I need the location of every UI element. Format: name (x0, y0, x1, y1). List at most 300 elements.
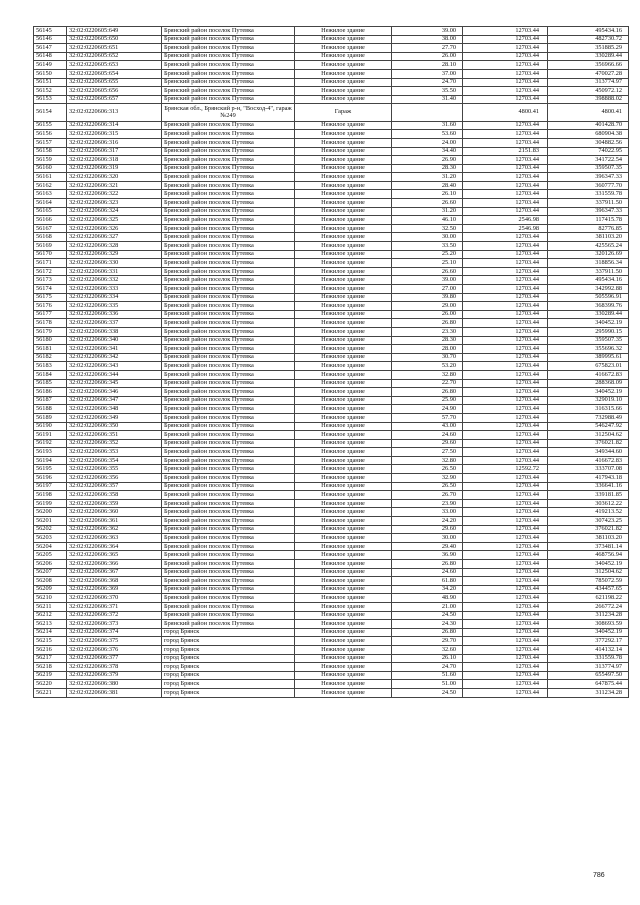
object-type-cell: Нежилое здание (295, 259, 392, 268)
row-number-cell: 56210 (34, 594, 67, 603)
row-number-cell: 56168 (34, 233, 67, 242)
object-type-cell: Нежилое здание (295, 267, 392, 276)
area-cell: 35.50 (392, 87, 463, 96)
table-row (34, 156, 629, 165)
cadastral-number-cell: 32:02:0220606:338 (67, 327, 162, 336)
area-cell: 24.60 (392, 431, 463, 440)
object-type-cell: Нежилое здание (295, 121, 392, 130)
unit-value-cell: 12703.44 (463, 61, 548, 70)
object-type-cell: Нежилое здание (295, 69, 392, 78)
row-number-cell: 56194 (34, 456, 67, 465)
address-cell: Брянский район поселок Путевка (162, 396, 295, 405)
area-cell: 31.40 (392, 95, 463, 104)
row-number-cell: 56195 (34, 465, 67, 474)
cadastral-number-cell: 32:02:0220606:348 (67, 405, 162, 414)
area-cell: 51.00 (392, 680, 463, 689)
area-cell: 26.50 (392, 465, 463, 474)
area-cell: 26.50 (392, 482, 463, 491)
row-number-cell: 56220 (34, 680, 67, 689)
area-cell: 26.90 (392, 156, 463, 165)
address-cell: город Брянск (162, 637, 295, 646)
unit-value-cell: 12703.44 (463, 199, 548, 208)
table-row (34, 242, 629, 251)
address-cell: Брянский район поселок Путевка (162, 267, 295, 276)
object-type-cell: Нежилое здание (295, 585, 392, 594)
unit-value-cell: 12703.44 (463, 422, 548, 431)
area-cell: 37.00 (392, 69, 463, 78)
area-cell: 26.80 (392, 628, 463, 637)
cadastral-number-cell: 32:02:0220606:375 (67, 637, 162, 646)
address-cell: Брянский район поселок Путевка (162, 242, 295, 251)
cadastral-value-cell: 331559.78 (548, 190, 629, 199)
unit-value-cell: 12703.44 (463, 620, 548, 629)
cadastral-value-cell: 359507.35 (548, 164, 629, 173)
address-cell: Брянский район поселок Путевка (162, 138, 295, 147)
unit-value-cell: 2546.98 (463, 216, 548, 225)
unit-value-cell: 12703.44 (463, 482, 548, 491)
area-cell: 26.70 (392, 491, 463, 500)
table-row (34, 620, 629, 629)
table-row (34, 594, 629, 603)
table-row (34, 542, 629, 551)
row-number-cell: 56146 (34, 35, 67, 44)
area-cell: 22.70 (392, 379, 463, 388)
cadastral-value-cell: 341722.54 (548, 156, 629, 165)
address-cell: Брянский район поселок Путевка (162, 491, 295, 500)
cadastral-number-cell: 32:02:0220605:652 (67, 52, 162, 61)
object-type-cell: Нежилое здание (295, 52, 392, 61)
cadastral-value-cell: 425565.24 (548, 242, 629, 251)
table-row (34, 413, 629, 422)
address-cell: Брянский район поселок Путевка (162, 250, 295, 259)
row-number-cell: 56145 (34, 27, 67, 36)
object-type-cell: Нежилое здание (295, 611, 392, 620)
cadastral-value-cell: 117415.78 (548, 216, 629, 225)
unit-value-cell: 12703.44 (463, 568, 548, 577)
cadastral-number-cell: 32:02:0220606:376 (67, 645, 162, 654)
object-type-cell: Нежилое здание (295, 534, 392, 543)
row-number-cell: 56162 (34, 181, 67, 190)
row-number-cell: 56218 (34, 663, 67, 672)
row-number-cell: 56217 (34, 654, 67, 663)
table-row (34, 259, 629, 268)
object-type-cell: Нежилое здание (295, 594, 392, 603)
table-row (34, 551, 629, 560)
object-type-cell: Нежилое здание (295, 61, 392, 70)
address-cell: Брянский район поселок Путевка (162, 173, 295, 182)
area-cell: 28.10 (392, 61, 463, 70)
row-number-cell: 56191 (34, 431, 67, 440)
unit-value-cell: 12592.72 (463, 465, 548, 474)
object-type-cell: Нежилое здание (295, 465, 392, 474)
address-cell: Брянский район поселок Путевка (162, 95, 295, 104)
table-row (34, 688, 629, 697)
object-type-cell: Нежилое здание (295, 577, 392, 586)
address-cell: Брянский район поселок Путевка (162, 78, 295, 87)
row-number-cell: 56171 (34, 259, 67, 268)
row-number-cell: 56155 (34, 121, 67, 130)
row-number-cell: 56205 (34, 551, 67, 560)
cadastral-value-cell: 655497.50 (548, 671, 629, 680)
area-cell: 26.80 (392, 560, 463, 569)
object-type-cell: Нежилое здание (295, 310, 392, 319)
table-row (34, 439, 629, 448)
address-cell: Брянский район поселок Путевка (162, 336, 295, 345)
cadastral-number-cell: 32:02:0220606:359 (67, 499, 162, 508)
table-row (34, 35, 629, 44)
row-number-cell: 56214 (34, 628, 67, 637)
cadastral-value-cell: 311234.28 (548, 611, 629, 620)
area-cell: 23.90 (392, 499, 463, 508)
cadastral-number-cell: 32:02:0220606:325 (67, 216, 162, 225)
row-number-cell: 56164 (34, 199, 67, 208)
area-cell: 25.90 (392, 396, 463, 405)
cadastral-number-cell: 32:02:0220605:657 (67, 95, 162, 104)
row-number-cell: 56181 (34, 345, 67, 354)
unit-value-cell: 12703.44 (463, 688, 548, 697)
table-row (34, 508, 629, 517)
address-cell: Брянский район поселок Путевка (162, 35, 295, 44)
address-cell: Брянский район поселок Путевка (162, 27, 295, 36)
area-cell: 26.80 (392, 388, 463, 397)
cadastral-number-cell: 32:02:0220606:349 (67, 413, 162, 422)
object-type-cell: Нежилое здание (295, 327, 392, 336)
cadastral-value-cell: 396347.33 (548, 207, 629, 216)
unit-value-cell: 12703.44 (463, 259, 548, 268)
row-number-cell: 56163 (34, 190, 67, 199)
cadastral-value-table-container (33, 26, 622, 698)
area-cell: 28.40 (392, 181, 463, 190)
table-row (34, 628, 629, 637)
object-type-cell: Нежилое здание (295, 156, 392, 165)
address-cell: Брянская обл., Брянский р-н, "Восход-4", гараж №249 (162, 104, 295, 121)
unit-value-cell: 12703.44 (463, 138, 548, 147)
object-type-cell: Нежилое здание (295, 508, 392, 517)
row-number-cell: 56157 (34, 138, 67, 147)
table-row (34, 173, 629, 182)
row-number-cell: 56149 (34, 61, 67, 70)
unit-value-cell: 12703.44 (463, 379, 548, 388)
table-row (34, 224, 629, 233)
cadastral-value-cell: 495434.16 (548, 27, 629, 36)
area-cell: 57.70 (392, 413, 463, 422)
cadastral-number-cell: 32:02:0220606:374 (67, 628, 162, 637)
unit-value-cell: 12703.44 (463, 276, 548, 285)
table-row (34, 336, 629, 345)
cadastral-value-cell: 396347.33 (548, 173, 629, 182)
object-type-cell: Нежилое здание (295, 345, 392, 354)
address-cell: Брянский район поселок Путевка (162, 534, 295, 543)
address-cell: город Брянск (162, 671, 295, 680)
unit-value-cell: 12703.44 (463, 439, 548, 448)
address-cell: Брянский район поселок Путевка (162, 319, 295, 328)
object-type-cell: Нежилое здание (295, 620, 392, 629)
row-number-cell: 56182 (34, 353, 67, 362)
object-type-cell: Нежилое здание (295, 499, 392, 508)
address-cell: Брянский район поселок Путевка (162, 345, 295, 354)
cadastral-value-cell: 351885.29 (548, 44, 629, 53)
row-number-cell: 56185 (34, 379, 67, 388)
address-cell: Брянский район поселок Путевка (162, 456, 295, 465)
cadastral-value-cell: 295990.15 (548, 327, 629, 336)
cadastral-number-cell: 32:02:0220606:378 (67, 663, 162, 672)
address-cell: Брянский район поселок Путевка (162, 69, 295, 78)
area-cell: 29.40 (392, 542, 463, 551)
cadastral-value-cell: 340452.19 (548, 388, 629, 397)
cadastral-value-cell: 316315.66 (548, 405, 629, 414)
object-type-cell: Нежилое здание (295, 95, 392, 104)
row-number-cell: 56216 (34, 645, 67, 654)
row-number-cell: 56178 (34, 319, 67, 328)
table-row (34, 138, 629, 147)
unit-value-cell: 12703.44 (463, 611, 548, 620)
cadastral-number-cell: 32:02:0220606:355 (67, 465, 162, 474)
address-cell: Брянский район поселок Путевка (162, 164, 295, 173)
table-row (34, 181, 629, 190)
area-cell: 31.60 (392, 121, 463, 130)
table-row (34, 44, 629, 53)
area-cell: 26.10 (392, 654, 463, 663)
cadastral-number-cell: 32:02:0220606:354 (67, 456, 162, 465)
address-cell: Брянский район поселок Путевка (162, 216, 295, 225)
table-row (34, 293, 629, 302)
address-cell: Брянский район поселок Путевка (162, 156, 295, 165)
row-number-cell: 56186 (34, 388, 67, 397)
object-type-cell: Нежилое здание (295, 456, 392, 465)
address-cell: Брянский район поселок Путевка (162, 508, 295, 517)
cadastral-value-cell: 331559.78 (548, 654, 629, 663)
object-type-cell: Нежилое здание (295, 233, 392, 242)
cadastral-number-cell: 32:02:0220606:373 (67, 620, 162, 629)
table-row (34, 147, 629, 156)
unit-value-cell: 12703.44 (463, 233, 548, 242)
object-type-cell: Нежилое здание (295, 568, 392, 577)
area-cell (392, 104, 463, 121)
row-number-cell: 56199 (34, 499, 67, 508)
area-cell: 24.60 (392, 568, 463, 577)
table-row (34, 121, 629, 130)
area-cell: 38.00 (392, 35, 463, 44)
object-type-cell: Нежилое здание (295, 147, 392, 156)
row-number-cell: 56160 (34, 164, 67, 173)
row-number-cell: 56183 (34, 362, 67, 371)
cadastral-number-cell: 32:02:0220606:318 (67, 156, 162, 165)
cadastral-number-cell: 32:02:0220606:336 (67, 310, 162, 319)
address-cell: Брянский район поселок Путевка (162, 327, 295, 336)
cadastral-value-cell: 419213.52 (548, 508, 629, 517)
table-row (34, 310, 629, 319)
area-cell: 24.30 (392, 620, 463, 629)
unit-value-cell: 12703.44 (463, 388, 548, 397)
cadastral-value-cell: 355696.32 (548, 345, 629, 354)
cadastral-value-cell: 336641.16 (548, 482, 629, 491)
table-row (34, 680, 629, 689)
cadastral-value-cell: 359507.35 (548, 336, 629, 345)
address-cell: Брянский район поселок Путевка (162, 431, 295, 440)
row-number-cell: 56188 (34, 405, 67, 414)
row-number-cell: 56204 (34, 542, 67, 551)
unit-value-cell: 12703.44 (463, 362, 548, 371)
unit-value-cell: 12703.44 (463, 87, 548, 96)
address-cell: Брянский район поселок Путевка (162, 61, 295, 70)
area-cell: 24.50 (392, 611, 463, 620)
cadastral-number-cell: 32:02:0220606:372 (67, 611, 162, 620)
unit-value-cell: 12703.44 (463, 534, 548, 543)
unit-value-cell: 2546.98 (463, 224, 548, 233)
row-number-cell: 56193 (34, 448, 67, 457)
unit-value-cell: 12703.44 (463, 551, 548, 560)
object-type-cell: Нежилое здание (295, 396, 392, 405)
address-cell: город Брянск (162, 628, 295, 637)
row-number-cell: 56184 (34, 370, 67, 379)
table-row (34, 199, 629, 208)
row-number-cell: 56177 (34, 310, 67, 319)
address-cell: Брянский район поселок Путевка (162, 525, 295, 534)
area-cell: 24.50 (392, 688, 463, 697)
cadastral-number-cell: 32:02:0220605:650 (67, 35, 162, 44)
area-cell: 26.00 (392, 310, 463, 319)
unit-value-cell: 12703.44 (463, 285, 548, 294)
cadastral-number-cell: 32:02:0220606:314 (67, 121, 162, 130)
cadastral-number-cell: 32:02:0220606:361 (67, 517, 162, 526)
row-number-cell: 56201 (34, 517, 67, 526)
cadastral-value-cell: 416672.83 (548, 456, 629, 465)
cadastral-value-cell: 339181.85 (548, 491, 629, 500)
object-type-cell: Нежилое здание (295, 405, 392, 414)
address-cell: Брянский район поселок Путевка (162, 499, 295, 508)
unit-value-cell: 12703.44 (463, 594, 548, 603)
object-type-cell: Нежилое здание (295, 35, 392, 44)
table-row (34, 276, 629, 285)
area-cell: 27.50 (392, 448, 463, 457)
address-cell: Брянский район поселок Путевка (162, 276, 295, 285)
cadastral-value-cell: 330289.44 (548, 310, 629, 319)
address-cell: Брянский район поселок Путевка (162, 302, 295, 311)
row-number-cell: 56200 (34, 508, 67, 517)
cadastral-number-cell: 32:02:0220606:326 (67, 224, 162, 233)
cadastral-number-cell: 32:02:0220606:347 (67, 396, 162, 405)
row-number-cell: 56196 (34, 474, 67, 483)
unit-value-cell: 12703.44 (463, 27, 548, 36)
row-number-cell: 56154 (34, 104, 67, 121)
area-cell: 33.00 (392, 508, 463, 517)
cadastral-number-cell: 32:02:0220606:342 (67, 353, 162, 362)
row-number-cell: 56198 (34, 491, 67, 500)
cadastral-number-cell: 32:02:0220606:364 (67, 542, 162, 551)
unit-value-cell: 12703.44 (463, 413, 548, 422)
address-cell: Брянский район поселок Путевка (162, 199, 295, 208)
unit-value-cell: 12703.44 (463, 517, 548, 526)
row-number-cell: 56206 (34, 560, 67, 569)
area-cell: 28.30 (392, 164, 463, 173)
unit-value-cell: 12703.44 (463, 602, 548, 611)
cadastral-number-cell: 32:02:0220606:358 (67, 491, 162, 500)
table-row (34, 95, 629, 104)
address-cell: Брянский район поселок Путевка (162, 52, 295, 61)
unit-value-cell: 12703.44 (463, 560, 548, 569)
area-cell: 48.90 (392, 594, 463, 603)
table-row (34, 164, 629, 173)
object-type-cell: Нежилое здание (295, 370, 392, 379)
cadastral-number-cell: 32:02:0220605:654 (67, 69, 162, 78)
address-cell: Брянский район поселок Путевка (162, 87, 295, 96)
row-number-cell: 56167 (34, 224, 67, 233)
object-type-cell: Нежилое здание (295, 602, 392, 611)
cadastral-number-cell: 32:02:0220605:651 (67, 44, 162, 53)
cadastral-number-cell: 32:02:0220606:317 (67, 147, 162, 156)
unit-value-cell: 12703.44 (463, 173, 548, 182)
table-row (34, 216, 629, 225)
table-row (34, 78, 629, 87)
unit-value-cell: 12703.44 (463, 156, 548, 165)
cadastral-value-cell: 732988.49 (548, 413, 629, 422)
address-cell: Брянский район поселок Путевка (162, 439, 295, 448)
unit-value-cell: 12703.44 (463, 405, 548, 414)
cadastral-number-cell: 32:02:0220606:334 (67, 293, 162, 302)
address-cell: Брянский район поселок Путевка (162, 465, 295, 474)
cadastral-number-cell: 32:02:0220606:337 (67, 319, 162, 328)
area-cell: 30.00 (392, 233, 463, 242)
cadastral-number-cell: 32:02:0220606:371 (67, 602, 162, 611)
object-type-cell: Нежилое здание (295, 482, 392, 491)
unit-value-cell: 12703.44 (463, 663, 548, 672)
cadastral-number-cell: 32:02:0220606:331 (67, 267, 162, 276)
area-cell: 32.50 (392, 224, 463, 233)
object-type-cell: Нежилое здание (295, 628, 392, 637)
address-cell: Брянский район поселок Путевка (162, 474, 295, 483)
area-cell: 24.70 (392, 663, 463, 672)
cadastral-number-cell: 32:02:0220605:653 (67, 61, 162, 70)
object-type-cell: Нежилое здание (295, 431, 392, 440)
unit-value-cell: 12703.44 (463, 310, 548, 319)
address-cell: Брянский район поселок Путевка (162, 388, 295, 397)
object-type-cell: Нежилое здание (295, 173, 392, 182)
table-row (34, 285, 629, 294)
object-type-cell: Нежилое здание (295, 336, 392, 345)
table-row (34, 577, 629, 586)
row-number-cell: 56180 (34, 336, 67, 345)
row-number-cell: 56203 (34, 534, 67, 543)
row-number-cell: 56166 (34, 216, 67, 225)
address-cell: Брянский район поселок Путевка (162, 190, 295, 199)
cadastral-value-cell: 546247.92 (548, 422, 629, 431)
unit-value-cell: 12703.44 (463, 474, 548, 483)
cadastral-value-cell: 4800.41 (548, 104, 629, 121)
table-row (34, 69, 629, 78)
cadastral-number-cell: 32:02:0220605:656 (67, 87, 162, 96)
cadastral-number-cell: 32:02:0220606:370 (67, 594, 162, 603)
address-cell: Брянский район поселок Путевка (162, 568, 295, 577)
area-cell: 26.60 (392, 267, 463, 276)
row-number-cell: 56151 (34, 78, 67, 87)
area-cell: 33.50 (392, 242, 463, 251)
table-row (34, 456, 629, 465)
row-number-cell: 56179 (34, 327, 67, 336)
cadastral-value-cell: 470027.28 (548, 69, 629, 78)
cadastral-value-cell: 414132.14 (548, 645, 629, 654)
cadastral-value-cell: 450972.12 (548, 87, 629, 96)
address-cell: Брянский район поселок Путевка (162, 405, 295, 414)
cadastral-value-cell: 308693.59 (548, 620, 629, 629)
table-row (34, 130, 629, 139)
cadastral-number-cell: 32:02:0220606:329 (67, 250, 162, 259)
cadastral-value-cell: 74022.95 (548, 147, 629, 156)
object-type-cell: Нежилое здание (295, 362, 392, 371)
address-cell: город Брянск (162, 680, 295, 689)
table-row (34, 104, 629, 121)
unit-value-cell: 12703.44 (463, 242, 548, 251)
table-row (34, 560, 629, 569)
